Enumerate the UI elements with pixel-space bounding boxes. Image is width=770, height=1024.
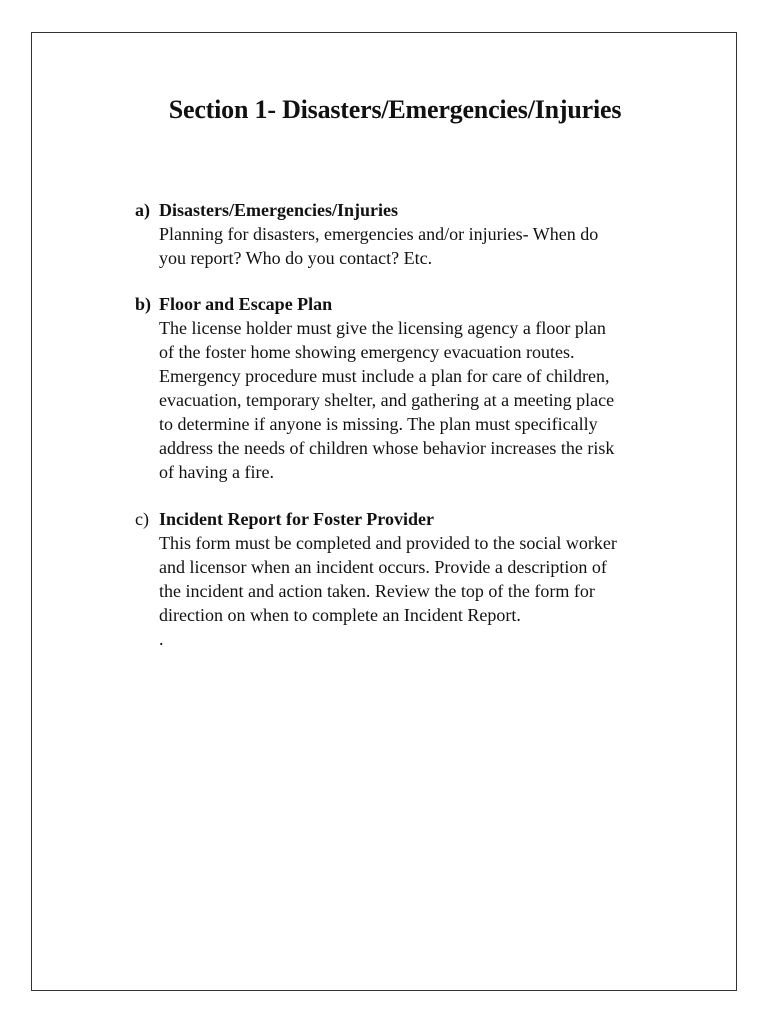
section-header bbox=[135, 198, 695, 222]
section-heading: Disasters/Emergencies/Injuries bbox=[159, 200, 398, 220]
section-header bbox=[135, 292, 695, 316]
body-line: and licensor when an incident occurs. Provide a description of bbox=[159, 557, 607, 577]
section-marker: b) bbox=[135, 294, 152, 314]
body-line: you report? Who do you contact? Etc. bbox=[159, 248, 433, 268]
section-floor-escape-plan bbox=[135, 292, 695, 484]
section-incident-report bbox=[135, 507, 695, 651]
body-line: The license holder must give the licensing agency a floor plan bbox=[159, 318, 606, 338]
section-header bbox=[135, 507, 695, 531]
body-line: the incident and action taken. Review the top of the form for bbox=[159, 581, 595, 601]
section-body bbox=[159, 531, 695, 651]
body-line: Emergency procedure must include a plan for care of children, bbox=[159, 366, 610, 386]
body-line: Planning for disasters, emergencies and/or injuries- When do bbox=[159, 224, 599, 244]
section-body bbox=[159, 316, 695, 484]
body-line: direction on when to complete an Incident Report. bbox=[159, 605, 521, 625]
section-marker: c) bbox=[135, 509, 149, 529]
section-heading: Floor and Escape Plan bbox=[159, 294, 333, 314]
body-line: of having a fire. bbox=[159, 462, 274, 482]
body-line: to determine if anyone is missing. The plan must specifically bbox=[159, 414, 598, 434]
section-body bbox=[159, 222, 695, 270]
body-line: This form must be completed and provided to the social worker bbox=[159, 533, 617, 553]
section-marker: a) bbox=[135, 200, 150, 220]
body-line: evacuation, temporary shelter, and gathering at a meeting place bbox=[159, 390, 615, 410]
body-line: of the foster home showing emergency evacuation routes. bbox=[159, 342, 575, 362]
body-line: address the needs of children whose behavior increases the risk bbox=[159, 438, 615, 458]
section-disasters bbox=[135, 198, 695, 270]
page-title: Section 1- Disasters/Emergencies/Injuries bbox=[168, 95, 622, 124]
section-heading: Incident Report for Foster Provider bbox=[159, 509, 434, 529]
body-line: . bbox=[159, 629, 164, 649]
